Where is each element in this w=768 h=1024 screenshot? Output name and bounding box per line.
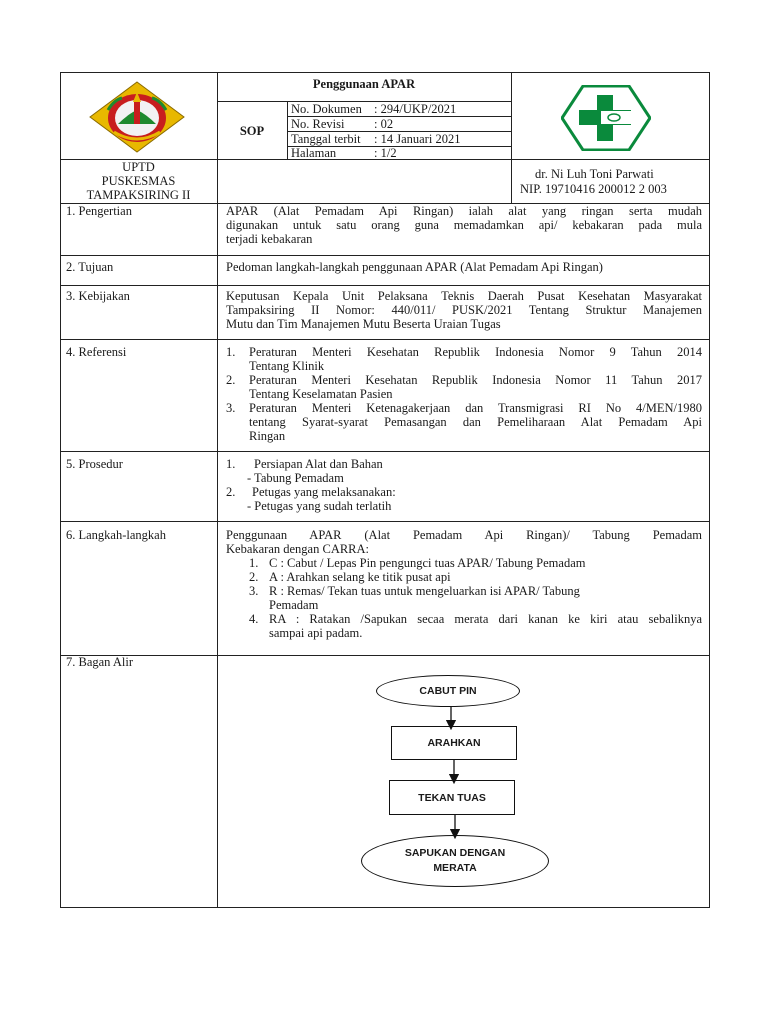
- flowchart-node-label: ARAHKAN: [427, 737, 481, 749]
- referensi-item-line: Peraturan Menteri Ketenagakerjaan dan Transmigrasi RI No 4/MEN/1980: [249, 401, 702, 415]
- langkah-step-line: Pemadam: [269, 598, 319, 612]
- referensi-item-line: Peraturan Menteri Kesehatan Republik Indonesia Nomor 9 Tahun 2014: [249, 345, 702, 359]
- flowchart-node-sapukan: [361, 835, 549, 887]
- referensi-item-number: 2.: [226, 373, 236, 387]
- referensi-item-line: tentang Syarat-syarat Pemasangan dan Pemeliharaan Alat Pemadam Api: [249, 415, 702, 429]
- referensi-item-number: 3.: [226, 401, 236, 415]
- referensi-item-number: 1.: [226, 345, 236, 359]
- sop-title: Penggunaan APAR: [312, 77, 416, 91]
- section-label-prosedur: 5. Prosedur: [66, 457, 123, 471]
- org-name-line1: UPTD: [122, 160, 155, 174]
- referensi-item-line: Tentang Keselamatan Pasien: [249, 387, 393, 401]
- page-value: : 1/2: [374, 146, 397, 160]
- section-label-bagan: 7. Bagan Alir: [66, 655, 134, 669]
- revision-label: No. Revisi: [291, 117, 345, 131]
- flowchart-node-label: CABUT PIN: [419, 685, 477, 697]
- revision-value: : 02: [374, 117, 394, 131]
- tujuan-text: Pedoman langkah-langkah penggunaan APAR (Alat Pemadam Api Ringan): [226, 260, 603, 274]
- org-name-line2: PUSKESMAS: [101, 174, 176, 188]
- langkah-step-line: sampai api padam.: [269, 626, 363, 640]
- doc-number-value: : 294/UKP/2021: [374, 102, 457, 116]
- issued-date-label: Tanggal terbit: [291, 132, 361, 146]
- section-label-referensi: 4. Referensi: [66, 345, 127, 359]
- referensi-item-line: Tentang Klinik: [249, 359, 325, 373]
- section-label-pengertian: 1. Pengertian: [66, 204, 132, 218]
- pengertian-text-line1: APAR (Alat Pemadam Api Ringan) ialah alat yang ringan serta mudah: [226, 204, 702, 218]
- prosedur-item: Persiapan Alat dan Bahan: [254, 457, 383, 471]
- org-name-line3: TAMPAKSIRING II: [86, 188, 191, 202]
- section-label-kebijakan: 3. Kebijakan: [66, 289, 130, 303]
- referensi-item-line: Peraturan Menteri Kesehatan Republik Indonesia Nomor 11 Tahun 2017: [249, 373, 702, 387]
- flowchart-node-arahkan: [391, 726, 517, 760]
- signer-nip: NIP. 19710416 200012 2 003: [520, 182, 667, 196]
- issued-date-value: : 14 Januari 2021: [374, 132, 461, 146]
- langkah-step-number: 1.: [249, 556, 259, 570]
- page-label: Halaman: [291, 146, 337, 160]
- flowchart-node-label: TEKAN TUAS: [418, 791, 486, 804]
- langkah-step-line: A : Arahkan selang ke titik pusat api: [269, 570, 451, 584]
- kebijakan-text-line3: Mutu dan Tim Manajemen Mutu Beserta Uraian Tugas: [226, 317, 501, 331]
- sop-label: SOP: [239, 124, 265, 138]
- flowchart-node-tekan-tuas: [389, 780, 515, 815]
- langkah-step-line: C : Cabut / Lepas Pin pengungci tuas APAR/ Tabung Pemadam: [269, 556, 586, 570]
- langkah-step-number: 3.: [249, 584, 259, 598]
- pengertian-text-line3: terjadi kebakaran: [226, 232, 313, 246]
- referensi-item-line: Ringan: [249, 429, 286, 443]
- flowchart-node-cabut-pin: [376, 675, 520, 707]
- prosedur-item-number: 1.: [226, 457, 236, 471]
- kebijakan-text-line2: Tampaksiring II Nomor: 440/011/ PUSK/2021 Tentang Struktur Manajemen: [226, 303, 702, 317]
- prosedur-item-number: 2.: [226, 485, 236, 499]
- signer-name: dr. Ni Luh Toni Parwati: [535, 167, 654, 181]
- langkah-step-line: R : Remas/ Tekan tuas untuk mengeluarkan isi APAR/ Tabung: [269, 584, 580, 598]
- prosedur-subitem: - Petugas yang sudah terlatih: [247, 499, 392, 513]
- langkah-step-number: 2.: [249, 570, 259, 584]
- flowchart-node-label: SAPUKAN DENGAN: [404, 847, 506, 859]
- langkah-step-number: 4.: [249, 612, 259, 626]
- flowchart-node-label: MERATA: [433, 862, 477, 874]
- langkah-intro-line2: Kebakaran dengan CARRA:: [226, 542, 370, 556]
- langkah-intro-line1: Penggunaan APAR (Alat Pemadam Api Ringan)/ Tabung Pemadam: [226, 528, 702, 542]
- pengertian-text-line2: digunakan untuk satu orang guna memadamkan api/ kebakaran pada mula: [226, 218, 702, 232]
- doc-number-label: No. Dokumen: [291, 102, 362, 116]
- langkah-step-line: RA : Ratakan /Sapukan secaa merata dari kanan ke kiri atau sebaliknya: [269, 612, 702, 626]
- prosedur-subitem: - Tabung Pemadam: [247, 471, 344, 485]
- prosedur-item: Petugas yang melaksanakan:: [252, 485, 396, 499]
- section-label-langkah: 6. Langkah-langkah: [66, 528, 166, 542]
- kebijakan-text-line1: Keputusan Kepala Unit Pelaksana Teknis Daerah Pusat Kesehatan Masyarakat: [226, 289, 702, 303]
- section-label-tujuan: 2. Tujuan: [66, 260, 114, 274]
